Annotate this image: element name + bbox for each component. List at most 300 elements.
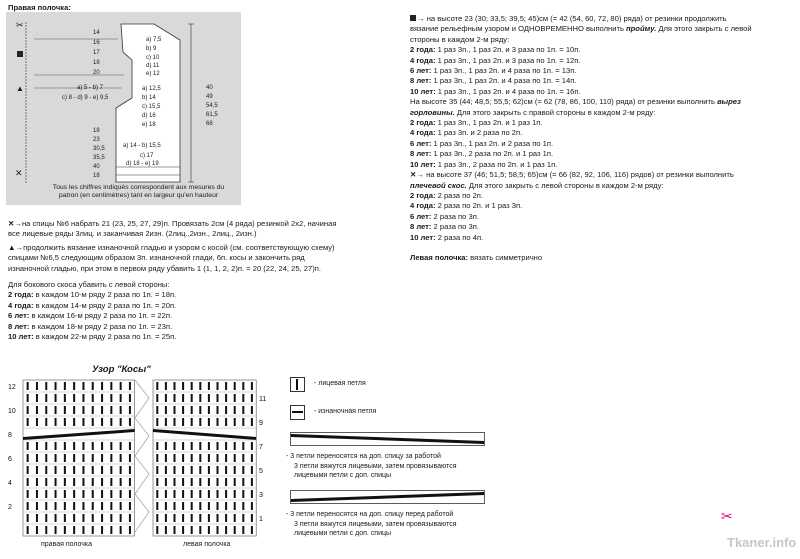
knit-stitch bbox=[191, 418, 193, 426]
schematic-caption bbox=[36, 184, 241, 200]
knit-stitch bbox=[156, 394, 158, 402]
left-number: 14 bbox=[93, 30, 100, 36]
knit-stitch bbox=[92, 526, 94, 534]
armhole-row bbox=[410, 87, 795, 97]
knit-stitch bbox=[182, 394, 184, 402]
row-number-right: 11 bbox=[259, 396, 267, 403]
knit-stitch bbox=[73, 478, 75, 486]
row-text: в каждом 18-м ряду 2 раза по 1п. = 23п. bbox=[29, 321, 173, 331]
scissors-watermark-icon: ✂ bbox=[721, 508, 733, 524]
emphasis: вырез bbox=[717, 97, 741, 107]
knit-stitch bbox=[36, 466, 38, 474]
knit-stitch bbox=[55, 382, 57, 390]
knit-stitch bbox=[234, 394, 236, 402]
row-number-left: 2 bbox=[8, 504, 12, 511]
knit-stitch bbox=[101, 478, 103, 486]
knit-stitch bbox=[199, 466, 201, 474]
knit-stitch bbox=[92, 478, 94, 486]
size-label: 4 года: bbox=[410, 55, 436, 65]
row-number-right: 1 bbox=[259, 516, 263, 523]
size-label: 2 года: bbox=[410, 45, 436, 55]
row-text: в каждом 10-м ряду 2 раза по 1п. = 18п. bbox=[33, 290, 177, 300]
knit-stitch bbox=[101, 514, 103, 522]
legend-line: - 3 петли переносятся на доп. спицу перед работой bbox=[286, 511, 454, 518]
row-number-right: 9 bbox=[259, 420, 263, 427]
size-label: 4 года: bbox=[410, 128, 436, 138]
knit-stitch bbox=[217, 466, 219, 474]
knit-stitch bbox=[101, 442, 103, 450]
knit-stitch bbox=[225, 382, 227, 390]
knit-stitch bbox=[110, 478, 112, 486]
knit-stitch bbox=[27, 382, 29, 390]
knit-stitch bbox=[92, 502, 94, 510]
knit-stitch bbox=[73, 454, 75, 462]
knit-stitch bbox=[120, 478, 122, 486]
knit-stitch bbox=[208, 454, 210, 462]
knit-stitch bbox=[182, 478, 184, 486]
text-line: изнаночной гладью, при этом в первом ряду убавить 1 (1, 1, 2, 2)п. = 20 (22, 24, 25, 27)п. bbox=[8, 263, 322, 273]
shoulder-row bbox=[410, 212, 795, 222]
knit-stitch bbox=[251, 442, 253, 450]
row-text: 1 раз 3п., 1 раз 2п. и 2 раза по 1п. bbox=[431, 138, 554, 148]
knit-stitch bbox=[129, 406, 131, 414]
knit-stitch bbox=[120, 382, 122, 390]
knit-stitch bbox=[92, 418, 94, 426]
side-row bbox=[8, 311, 403, 321]
knit-stitch bbox=[174, 418, 176, 426]
knit-stitch bbox=[251, 514, 253, 522]
knit-stitch bbox=[92, 514, 94, 522]
knit-stitch bbox=[174, 442, 176, 450]
knit-stitch bbox=[36, 454, 38, 462]
knit-stitch bbox=[45, 442, 47, 450]
knit-stitch bbox=[45, 454, 47, 462]
knit-stitch bbox=[27, 502, 29, 510]
knit-stitch bbox=[251, 478, 253, 486]
knit-stitch bbox=[120, 418, 122, 426]
shoulder-row bbox=[410, 233, 795, 243]
caption-line: Tous les chiffres indiqués correspondent aux mesures du bbox=[52, 184, 225, 191]
knit-stitch bbox=[156, 514, 158, 522]
row-number-left: 6 bbox=[8, 456, 12, 463]
text-span: вязание рельефным узором и ОДНОВРЕМЕННО выполнить bbox=[410, 24, 627, 34]
pattern-title: Правая полочка: bbox=[8, 3, 71, 12]
knit-stitch bbox=[174, 406, 176, 414]
knit-stitch bbox=[92, 454, 94, 462]
knit-stitch bbox=[27, 442, 29, 450]
knit-stitch bbox=[55, 418, 57, 426]
knit-stitch bbox=[191, 394, 193, 402]
knit-stitch bbox=[156, 502, 158, 510]
legend-knit-symbol bbox=[290, 377, 305, 392]
size-label: 4 года: bbox=[410, 201, 436, 211]
neck-row bbox=[410, 149, 795, 159]
knit-stitch bbox=[73, 466, 75, 474]
knit-stitch bbox=[191, 442, 193, 450]
knit-stitch bbox=[45, 394, 47, 402]
knit-stitch bbox=[129, 514, 131, 522]
knit-stitch bbox=[174, 466, 176, 474]
knit-stitch bbox=[73, 490, 75, 498]
shoulder-row bbox=[410, 222, 795, 232]
knit-stitch bbox=[174, 514, 176, 522]
shape-label: a) 5 - b) 7 bbox=[77, 85, 104, 91]
knit-stitch bbox=[129, 466, 131, 474]
knit-stitch bbox=[82, 526, 84, 534]
row-text: 2 раза по 3п. bbox=[431, 222, 479, 232]
watermark-text: Tkaner.info bbox=[727, 535, 797, 550]
knit-stitch bbox=[55, 442, 57, 450]
left-number: 18 bbox=[93, 128, 100, 134]
knit-stitch bbox=[191, 514, 193, 522]
knit-stitch bbox=[156, 406, 158, 414]
row-text: в каждом 16-м ряду 2 раза по 1п. = 22п. bbox=[29, 311, 173, 321]
knit-stitch bbox=[174, 502, 176, 510]
continue-line: ▲→продолжить вязание изнаночной гладью и узором с косой (см. соответствующую схему) bbox=[8, 242, 335, 252]
shape-label: c) 15,5 bbox=[142, 104, 161, 110]
knit-stitch bbox=[208, 418, 210, 426]
shape-label: b) 9 bbox=[146, 46, 157, 52]
knit-stitch bbox=[120, 502, 122, 510]
knit-stitch bbox=[101, 502, 103, 510]
knit-stitch bbox=[191, 526, 193, 534]
row-number-right: 3 bbox=[259, 492, 263, 499]
size-label: 6 лет: bbox=[410, 211, 432, 221]
left-number: 35,5 bbox=[93, 155, 105, 161]
knit-stitch bbox=[129, 442, 131, 450]
knit-stitch bbox=[120, 466, 122, 474]
knit-stitch bbox=[174, 490, 176, 498]
shape-label: b) 14 bbox=[142, 95, 156, 101]
knit-stitch bbox=[156, 526, 158, 534]
row-text: 2 раза по 2п. и 1 раз 3п. bbox=[435, 201, 523, 211]
knit-stitch bbox=[191, 454, 193, 462]
text-line bbox=[410, 24, 795, 34]
text-span: на спицы №6 набрать 21 (23, 25, 27, 29)п. Провязать 2см (4 ряда) резинкой 2х2, начиная bbox=[21, 219, 337, 228]
knit-stitch bbox=[82, 454, 84, 462]
chart-caption-right: левая полочка bbox=[183, 541, 231, 548]
knit-stitch bbox=[110, 526, 112, 534]
knit-stitch bbox=[165, 394, 167, 402]
left-number: 17 bbox=[93, 50, 100, 56]
knit-stitch bbox=[82, 406, 84, 414]
text-span: на высоте 23 (30; 33,5; 39,5; 45)см (= 42 (54, 60, 72, 80) ряда) от резинки продолжить bbox=[426, 14, 727, 23]
row-text: 1 раз 3п., 1 раз 2п. и 4 раза по 1п. = 13п. bbox=[431, 66, 577, 76]
knit-stitch bbox=[182, 526, 184, 534]
left-number: 18 bbox=[93, 173, 100, 179]
knit-stitch bbox=[110, 442, 112, 450]
knit-stitch bbox=[165, 382, 167, 390]
knit-stitch bbox=[251, 466, 253, 474]
knit-stitch bbox=[199, 490, 201, 498]
knit-stitch bbox=[225, 454, 227, 462]
knit-stitch bbox=[110, 502, 112, 510]
knit-stitch bbox=[120, 526, 122, 534]
left-number: 23 bbox=[93, 137, 100, 143]
size-label: 2 года: bbox=[410, 190, 436, 200]
size-label: 8 лет: bbox=[8, 321, 30, 331]
knit-stitch bbox=[101, 382, 103, 390]
row-text: 1 раз 3п., 1 раз 2п. и 3 раза по 1п. = 12п. bbox=[435, 55, 581, 65]
knit-stitch bbox=[234, 502, 236, 510]
text-line: стороны в каждом 2-м ряду: bbox=[410, 34, 510, 44]
knit-stitch bbox=[73, 406, 75, 414]
knit-stitch bbox=[208, 466, 210, 474]
knit-stitch bbox=[225, 514, 227, 522]
row-number-left: 8 bbox=[8, 432, 12, 439]
knit-stitch bbox=[208, 406, 210, 414]
chart-grid-frame bbox=[23, 380, 135, 536]
knit-stitch bbox=[45, 406, 47, 414]
knit-stitch bbox=[55, 454, 57, 462]
size-label: 10 лет: bbox=[410, 232, 436, 242]
knit-stitch bbox=[82, 514, 84, 522]
knit-stitch bbox=[27, 490, 29, 498]
knit-stitch bbox=[82, 502, 84, 510]
knit-stitch bbox=[110, 394, 112, 402]
knit-stitch bbox=[82, 442, 84, 450]
knit-stitch bbox=[174, 478, 176, 486]
knit-stitch bbox=[251, 418, 253, 426]
knit-stitch bbox=[208, 526, 210, 534]
neck-row bbox=[410, 128, 795, 138]
shape-label: a) 12,5 bbox=[142, 86, 161, 92]
knit-stitch bbox=[242, 442, 244, 450]
knit-stitch bbox=[234, 526, 236, 534]
knit-stitch bbox=[120, 406, 122, 414]
knit-stitch bbox=[234, 442, 236, 450]
knit-stroke bbox=[296, 379, 298, 390]
knit-stitch bbox=[251, 454, 253, 462]
knit-stitch bbox=[73, 442, 75, 450]
knit-stitch bbox=[64, 526, 66, 534]
row-number-left: 4 bbox=[8, 480, 12, 487]
knit-stitch bbox=[36, 394, 38, 402]
knit-stitch bbox=[165, 478, 167, 486]
knit-stitch bbox=[129, 502, 131, 510]
knit-stitch bbox=[191, 466, 193, 474]
row-number-right: 7 bbox=[259, 444, 263, 451]
size-label: 4 года: bbox=[8, 300, 34, 310]
knit-stitch bbox=[73, 418, 75, 426]
knit-stitch bbox=[234, 382, 236, 390]
knit-stitch bbox=[208, 502, 210, 510]
knit-stitch bbox=[234, 466, 236, 474]
knit-stitch bbox=[242, 466, 244, 474]
knit-stitch bbox=[242, 406, 244, 414]
knit-stitch bbox=[64, 418, 66, 426]
knit-stitch bbox=[110, 466, 112, 474]
knit-stitch bbox=[129, 478, 131, 486]
knit-stitch bbox=[165, 526, 167, 534]
row-text: 1 раз 3п. и 2 раза по 2п. bbox=[435, 128, 523, 138]
knit-stitch bbox=[174, 394, 176, 402]
knit-stitch bbox=[208, 442, 210, 450]
knit-stitch bbox=[208, 490, 210, 498]
knit-stitch bbox=[199, 442, 201, 450]
knit-stitch bbox=[156, 490, 158, 498]
knit-stitch bbox=[217, 514, 219, 522]
knit-stitch bbox=[242, 502, 244, 510]
knit-stitch bbox=[191, 502, 193, 510]
left-number: 20 bbox=[93, 70, 100, 76]
emphasis: пройму. bbox=[626, 24, 657, 34]
row-text: в каждом 14-м ряду 2 раза по 1п. = 20п. bbox=[33, 300, 177, 310]
knit-stitch bbox=[55, 478, 57, 486]
height-number: 40 bbox=[206, 85, 213, 91]
knit-stitch bbox=[110, 418, 112, 426]
neck-intro bbox=[410, 97, 795, 107]
knit-stitch bbox=[156, 442, 158, 450]
knit-stitch bbox=[45, 418, 47, 426]
knit-stitch bbox=[45, 466, 47, 474]
knit-stitch bbox=[234, 406, 236, 414]
size-label: 8 лет: bbox=[410, 222, 432, 232]
knit-stitch bbox=[129, 394, 131, 402]
knit-stitch bbox=[234, 490, 236, 498]
neck-row bbox=[410, 118, 795, 128]
knit-stitch bbox=[64, 406, 66, 414]
size-label: 2 года: bbox=[410, 118, 436, 128]
knit-stitch bbox=[251, 406, 253, 414]
knit-stitch bbox=[217, 394, 219, 402]
knit-stitch bbox=[120, 514, 122, 522]
knit-stitch bbox=[110, 514, 112, 522]
size-label: 8 лет: bbox=[410, 76, 432, 86]
armhole-row bbox=[410, 56, 795, 66]
size-label: 8 лет: bbox=[410, 149, 432, 159]
knit-stitch bbox=[199, 406, 201, 414]
caption-line: patron (en centimètres) tant en largeur qu'en hauteur bbox=[58, 192, 219, 200]
knit-stitch bbox=[82, 490, 84, 498]
left-number: 16 bbox=[93, 40, 100, 46]
knit-stitch bbox=[182, 502, 184, 510]
knit-stitch bbox=[27, 454, 29, 462]
chart-caption-left: правая полочка bbox=[41, 541, 93, 548]
knit-stitch bbox=[191, 478, 193, 486]
text-line: все лицевые ряды 3лиц. и заканчивая 2изн. (2лиц.,2изн., 2лиц., 2изн.) bbox=[8, 229, 257, 239]
knit-stitch bbox=[208, 382, 210, 390]
neck-row bbox=[410, 139, 795, 149]
knit-stitch bbox=[27, 466, 29, 474]
knit-stitch bbox=[82, 466, 84, 474]
text-span: на высоте 37 (46; 51,5; 58,5; 65)см (= 66 (82, 92, 106, 116) рядов) от резинки выполнить bbox=[426, 170, 734, 180]
knit-stitch bbox=[55, 406, 57, 414]
knit-stitch bbox=[64, 442, 66, 450]
row-number-left: 12 bbox=[8, 384, 16, 391]
text-span: продолжить вязание изнаночной гладью и узором с косой (см. соответствующую схему) bbox=[23, 242, 335, 252]
shape-label: d) 18 - e) 19 bbox=[126, 161, 159, 167]
row-text: 1 раз 3п., 2 раза по 2п. и 1 раз 1п. bbox=[431, 149, 554, 159]
knit-stitch bbox=[165, 502, 167, 510]
size-label: 10 лет: bbox=[410, 159, 436, 169]
left-front-line bbox=[410, 253, 795, 263]
chart-grid-frame bbox=[153, 380, 256, 536]
knit-stitch bbox=[36, 490, 38, 498]
size-label: 6 лет: bbox=[410, 66, 432, 76]
knit-stitch bbox=[174, 382, 176, 390]
knit-stitch bbox=[191, 490, 193, 498]
legend-cable-front-symbol bbox=[290, 490, 485, 504]
cable-chart bbox=[0, 374, 290, 544]
left-instructions bbox=[8, 219, 403, 342]
knit-stitch bbox=[182, 418, 184, 426]
knit-stitch bbox=[36, 526, 38, 534]
knit-stitch bbox=[73, 502, 75, 510]
knit-stitch bbox=[182, 514, 184, 522]
knit-stitch bbox=[217, 454, 219, 462]
shape-label: e) 18 bbox=[142, 122, 156, 128]
emphasis: горловины. bbox=[410, 107, 455, 117]
knit-stitch bbox=[36, 478, 38, 486]
size-label: 10 лет: bbox=[410, 86, 436, 96]
armhole-row bbox=[410, 76, 795, 86]
side-row bbox=[8, 322, 403, 332]
shape-label: d) 11 bbox=[146, 63, 160, 69]
size-label: 6 лет: bbox=[8, 311, 30, 321]
knit-stitch bbox=[101, 466, 103, 474]
legend-line: лицевыми петли с доп. спицы bbox=[294, 530, 392, 537]
knit-stitch bbox=[101, 406, 103, 414]
knit-stitch bbox=[217, 418, 219, 426]
square-mark-icon bbox=[17, 51, 23, 57]
shape-label: e) 12 bbox=[146, 71, 160, 77]
knit-stitch bbox=[45, 502, 47, 510]
knit-stitch bbox=[182, 442, 184, 450]
armhole-row bbox=[410, 45, 795, 55]
knit-stitch bbox=[55, 394, 57, 402]
row-text: 1 раз 3п., 1 раз 2п. и 4 раза по 1п. = 16п. bbox=[435, 86, 581, 96]
knit-stitch bbox=[64, 394, 66, 402]
shape-label: c) 17 bbox=[140, 153, 154, 159]
shape-label: a) 7,5 bbox=[146, 37, 162, 43]
text-span: Для этого закрыть с правой стороны в каждом 2-м ряду: bbox=[454, 107, 656, 117]
knit-stitch bbox=[27, 406, 29, 414]
knit-stitch bbox=[165, 406, 167, 414]
cast-on-line: ✕→на спицы №6 набрать 21 (23, 25, 27, 29)п. Провязать 2см (4 ряда) резинкой 2х2, начиная bbox=[8, 219, 337, 228]
triangle-icon: ▲ bbox=[8, 242, 16, 252]
knit-stitch bbox=[165, 514, 167, 522]
knit-stitch bbox=[27, 526, 29, 534]
knit-stitch bbox=[217, 406, 219, 414]
legend-line: лицевыми петли с доп. спицы bbox=[294, 472, 392, 479]
knit-stitch bbox=[225, 418, 227, 426]
knit-stitch bbox=[225, 526, 227, 534]
knit-stitch bbox=[199, 394, 201, 402]
knit-stitch bbox=[242, 490, 244, 498]
knit-stitch bbox=[242, 382, 244, 390]
cross-mark-icon: ✕ bbox=[15, 168, 23, 178]
knit-stitch bbox=[55, 466, 57, 474]
text-line bbox=[410, 108, 795, 118]
row-text: 2 раза по 2п. bbox=[435, 190, 484, 200]
knit-stitch bbox=[36, 442, 38, 450]
text-line bbox=[410, 181, 795, 191]
knit-stitch bbox=[251, 394, 253, 402]
knit-stitch bbox=[156, 466, 158, 474]
knit-stitch bbox=[64, 502, 66, 510]
knit-stitch bbox=[110, 382, 112, 390]
knit-stitch bbox=[191, 382, 193, 390]
knit-stitch bbox=[208, 514, 210, 522]
knit-stitch bbox=[199, 382, 201, 390]
knit-stitch bbox=[217, 502, 219, 510]
knit-stitch bbox=[225, 466, 227, 474]
knit-stitch bbox=[64, 466, 66, 474]
knit-stitch bbox=[156, 382, 158, 390]
knit-stitch bbox=[101, 418, 103, 426]
knit-stitch bbox=[45, 514, 47, 522]
